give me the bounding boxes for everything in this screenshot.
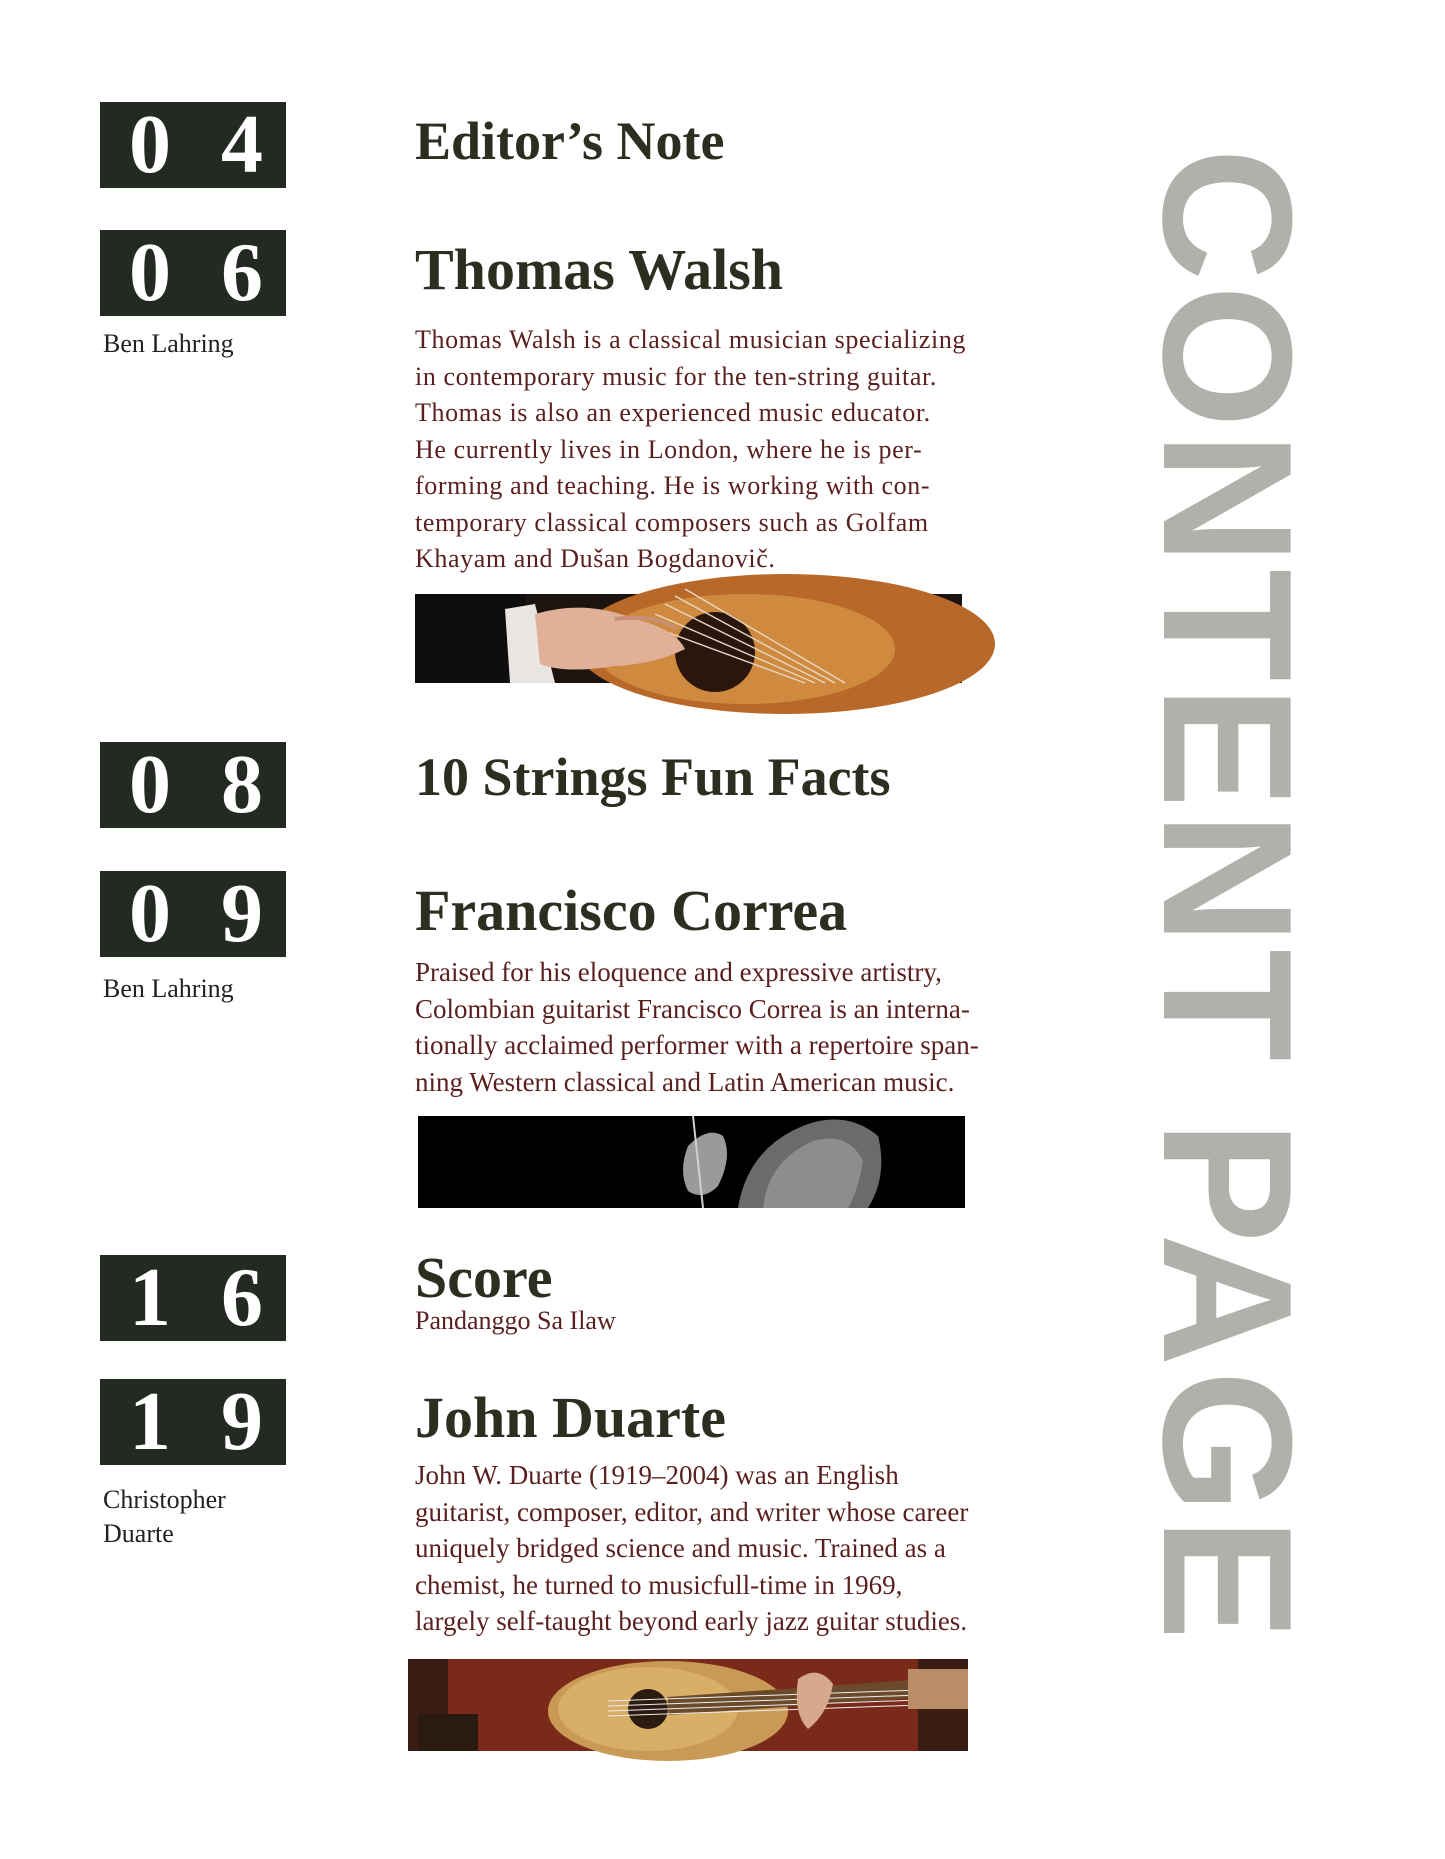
heading-fun-facts: 10 Strings Fun Facts (415, 747, 891, 807)
vertical-content-page-title: CONTENT PAGE (1125, 148, 1331, 1645)
page-number-09: 0 9 (100, 871, 286, 957)
score-subtitle: Pandanggo Sa Ilaw (415, 1306, 616, 1335)
john-duarte-photo (408, 1659, 968, 1751)
author-correa: Ben Lahring (103, 974, 234, 1003)
body-francisco-correa: Praised for his eloquence and expressive artistry, Colombian guitarist Francisco Correa is an interna- tionally acclaimed performer with a repertoire span- ning Western classical and Latin American music. (415, 957, 979, 1097)
author-duarte: Christopher Duarte (103, 1485, 226, 1548)
page-number-04: 0 4 (100, 102, 286, 188)
author-walsh: Ben Lahring (103, 329, 234, 358)
guitar-hand-photo (415, 594, 962, 683)
page-number-06: 0 6 (100, 230, 286, 316)
heading-john-duarte: John Duarte (415, 1385, 726, 1450)
heading-francisco-correa: Francisco Correa (415, 878, 848, 943)
page-number-08: 0 8 (100, 742, 286, 828)
heading-score: Score (415, 1245, 553, 1310)
page-number-19: 1 9 (100, 1379, 286, 1465)
francisco-correa-photo (418, 1116, 965, 1208)
heading-thomas-walsh: Thomas Walsh (415, 237, 784, 302)
heading-editors-note: Editor’s Note (415, 111, 725, 171)
body-thomas-walsh: Thomas Walsh is a classical musician specializing in contemporary music for the ten-string guitar. Thomas is also an experienced music educator. He currently lives in London, where he is per- forming and teaching. He is working with con- temporary classical composers such as Golfam Khayam and Dušan Bogdanovič. (415, 325, 967, 573)
body-john-duarte: John W. Duarte (1919–2004) was an English guitarist, composer, editor, and writer whose career uniquely bridged science and music. Trained as a chemist, he turned to musicfull-time in 1969, largely self-taught beyond early jazz guitar studies. (415, 1460, 969, 1636)
page-number-16: 1 6 (100, 1255, 286, 1341)
